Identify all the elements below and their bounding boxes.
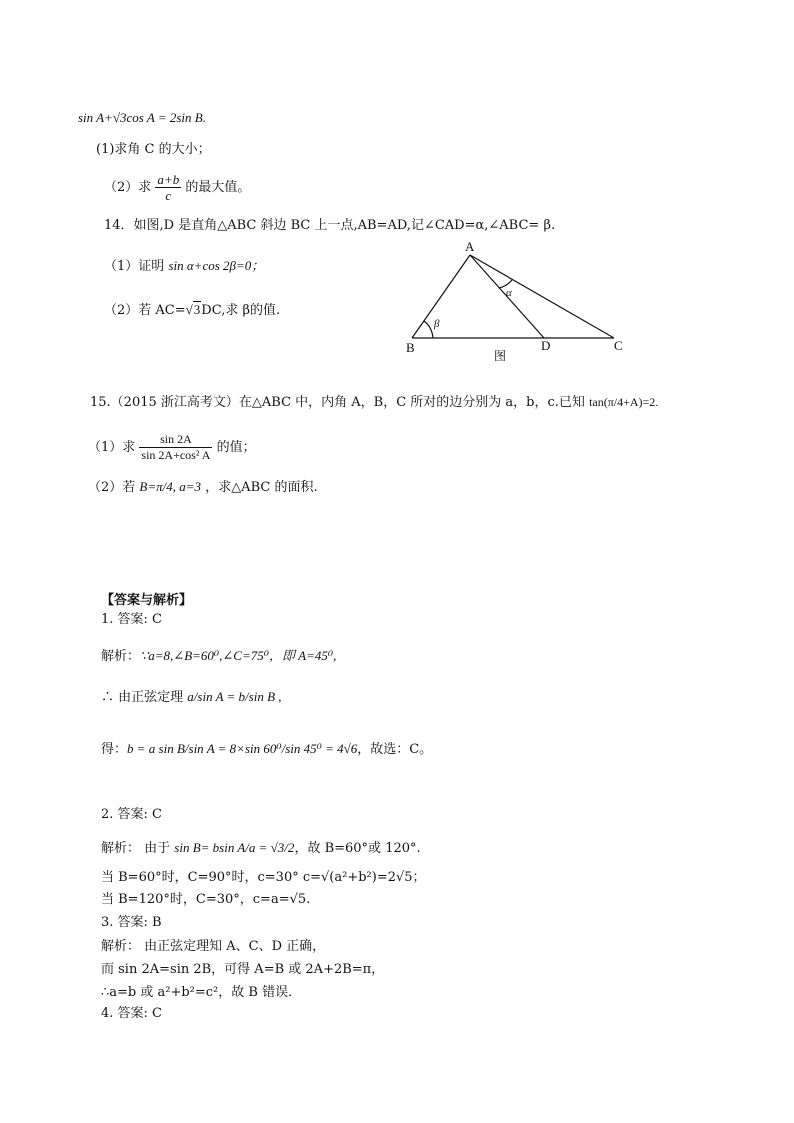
q13-condition: sin A+√3cos A = 2sin B.: [78, 110, 206, 125]
a2-line1-label: 解析： 由于: [101, 841, 171, 856]
a2-answer: 2. 答案: C: [101, 807, 162, 822]
vertex-a-label: A: [465, 239, 475, 254]
q13-part2-frac-num: a+b: [157, 172, 180, 187]
q15-part2: [88, 478, 318, 497]
a3-answer: 3. 答案: B: [101, 915, 162, 930]
q13-part1: (1)求角 C 的大小；: [96, 142, 211, 157]
triangle-figure: [396, 238, 636, 363]
q15-stem: 15.（2015 浙江高考文）在△ABC 中，内角 A，B，C 所对的边分别为 a，b，c.已知: [90, 395, 585, 410]
vertex-c-label: C: [614, 338, 623, 353]
a2-line3: 当 B=120°时，C=30°，c=a=√5.: [101, 892, 311, 907]
a2-line1-expr: sin B= bsin A/a = √3/2: [174, 840, 295, 855]
figure-caption: 图: [494, 349, 507, 363]
a1-answer: 1. 答案: C: [101, 612, 162, 627]
alpha-label: α: [506, 287, 512, 299]
a4-answer: 4. 答案: C: [101, 1006, 162, 1021]
q15-part1-num: sin 2A: [139, 432, 212, 448]
a1-line3-expr: b = a sin B/sin A = 8×sin 60⁰/sin 45⁰ = 4√6: [127, 741, 358, 756]
a3-line1: 解析： 由正弦定理知 A、C、D 正确，: [101, 939, 326, 954]
q15-stem-line: [90, 393, 658, 412]
q15-part2-suffix: ，求△ABC 的面积.: [205, 480, 318, 495]
side-ac: [470, 255, 614, 338]
q15-part1-den: sin 2A+cos² A: [141, 448, 211, 462]
a1-line1: [101, 647, 336, 666]
q14-part1-label: （1）证明: [104, 259, 165, 274]
q15-part1-label: （1）求: [88, 440, 136, 455]
beta-arc: [424, 321, 433, 338]
side-ab: [412, 255, 470, 338]
q13-part2-prefix: （2）求: [104, 180, 152, 195]
a2-line1-suffix: ，故 B=60°或 120°.: [294, 841, 421, 856]
q15-part2-expr: B=π/4, a=3: [139, 479, 202, 494]
q15-part1-suffix: 的值；: [216, 440, 256, 455]
q15-given: tan(π/4+A)=2.: [589, 395, 659, 409]
a3-line2: 而 sin 2A=sin 2B，可得 A=B 或 2A+2B=π，: [101, 962, 385, 977]
q15-part2-label: （2）若: [88, 480, 136, 495]
a1-line2-expr: a/sin A = b/sin B ,: [187, 689, 282, 704]
q14-part2-label: （2）若 AC=: [104, 303, 186, 318]
q14-stem: 14．如图,D 是直角△ABC 斜边 BC 上一点,AB=AD,记∠CAD=α,∠ABC= β.: [104, 218, 556, 233]
vertex-b-label: B: [406, 340, 415, 355]
a1-line3-suffix: ，故选：C。: [357, 742, 433, 757]
a1-line2-label: ∴ 由正弦定理: [101, 690, 184, 705]
q14-part2: [104, 301, 280, 320]
q14-part1: [104, 257, 264, 276]
a2-line1: [101, 839, 421, 858]
q15-part1: [88, 432, 256, 463]
beta-label: β: [434, 318, 440, 330]
a1-line3-label: 得：: [101, 742, 128, 757]
q13-part2-frac-den: c: [165, 188, 172, 203]
q15-part1-fraction: [139, 432, 212, 463]
q13-part2: [104, 172, 250, 203]
a2-line2: 当 B=60°时，C=90°时，c=30° c=√(a²+b²)=2√5；: [101, 870, 426, 885]
a1-line3: [101, 740, 432, 759]
a1-line1-label: 解析：: [101, 649, 141, 664]
q14-part2-rest: DC,求 β的值.: [201, 303, 281, 318]
answers-heading: 【答案与解析】: [101, 593, 193, 608]
a1-line1-expr: ∵a=8,∠B=60⁰,∠C=75⁰，即 A=45⁰,: [140, 648, 337, 663]
a1-line2: [101, 688, 282, 707]
q14-part2-sqrt: √3: [185, 302, 201, 317]
q13-part2-suffix: 的最大值。: [185, 180, 251, 195]
a3-line3: ∴a=b 或 a²+b²=c²，故 B 错误．: [101, 985, 302, 1000]
q13-part2-fraction: [155, 172, 181, 203]
vertex-d-label: D: [541, 338, 551, 353]
q14-part1-expr: sin α+cos 2β=0；: [168, 258, 265, 273]
